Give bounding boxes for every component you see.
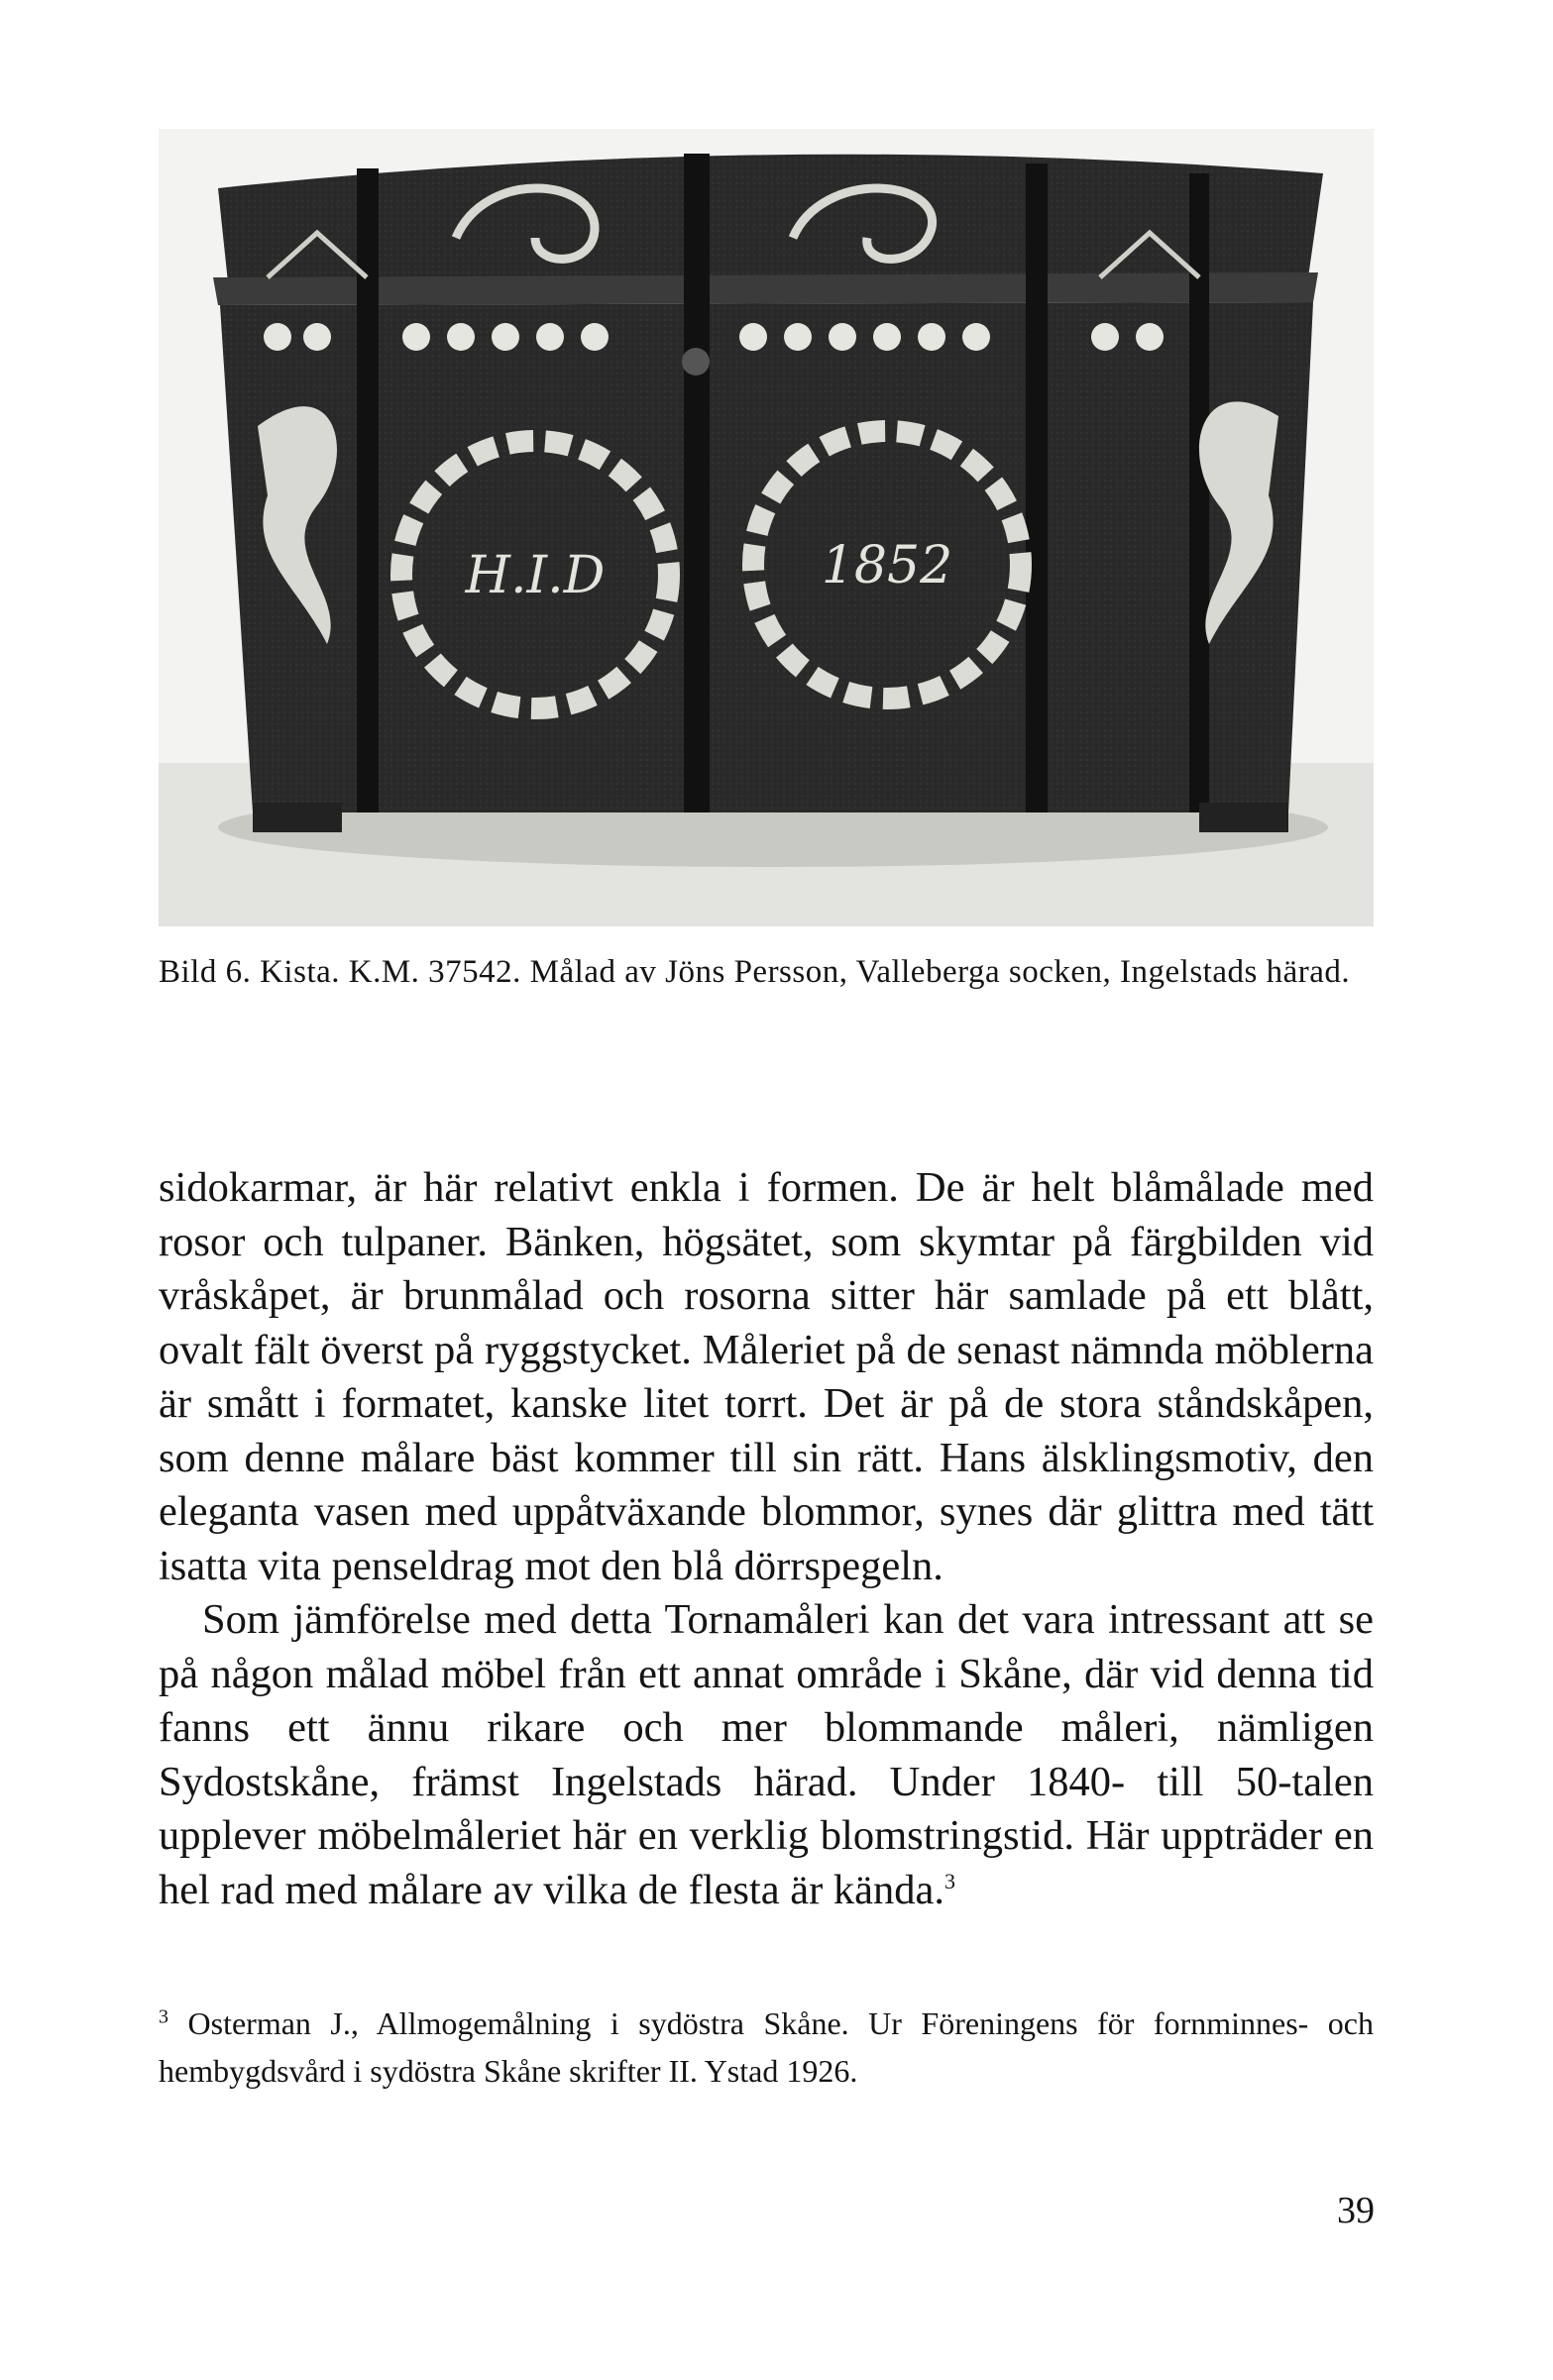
footnote — [159, 2000, 1374, 2095]
painted-chest-photo — [159, 129, 1374, 926]
footnote-mark: 3 — [159, 2005, 168, 2028]
chest-illustration — [159, 129, 1374, 926]
paragraph — [159, 1593, 1374, 1917]
footnote-text: Osterman J., Allmogemålning i sydöstra Skåne. Ur Föreningens för fornminnes- och hembygdsvård i sydöstra Skåne skrifter II. Ystad 1926. — [159, 2005, 1375, 2089]
chest-year: 1852 — [821, 536, 953, 595]
paragraph-text: Som jämförelse med detta Tornamåleri kan det vara intressant att se på någon målad möbel från ett annat område i Skåne, där vid denna tid fanns ett ännu rikare och mer blommande måleri, nämligen Sydostskåne, främst Ingelstads härad. Under 1840- till 50-talen upplever möbelmåleriet här en verklig blomstringstid. Här uppträder en hel rad med målare av vilka de flesta är kända. — [159, 1596, 1374, 1913]
chest-monogram: H.I.D — [465, 546, 606, 605]
body-text — [159, 1161, 1374, 1917]
figure-caption: Bild 6. Kista. K.M. 37542. Målad av Jöns Persson, Valleberga socken, Ingelstads härad. — [159, 954, 1351, 990]
footnote-reference: 3 — [943, 1868, 955, 1893]
page-number: 39 — [1337, 2190, 1375, 2231]
paragraph-continued: sidokarmar, är här relativt enkla i formen. De är helt blåmålade med rosor och tulpaner. Bänken, högsätet, som skymtar på färgbilden vid vråskåpet, är brunmålad och rosorna sitter här samlade på ett blått, ovalt fält överst på ryggstycket. Måleriet på de senast nämnda möblerna är smått i formatet, kanske litet torrt. Det är på de stora ståndskåpen, som denne målare bäst kommer till sin rätt. Hans älsklingsmotiv, den eleganta vasen med uppåtväxande blommor, synes där glittra med tätt isatta vita penseldrag mot den blå dörrspegeln. — [159, 1164, 1374, 1589]
